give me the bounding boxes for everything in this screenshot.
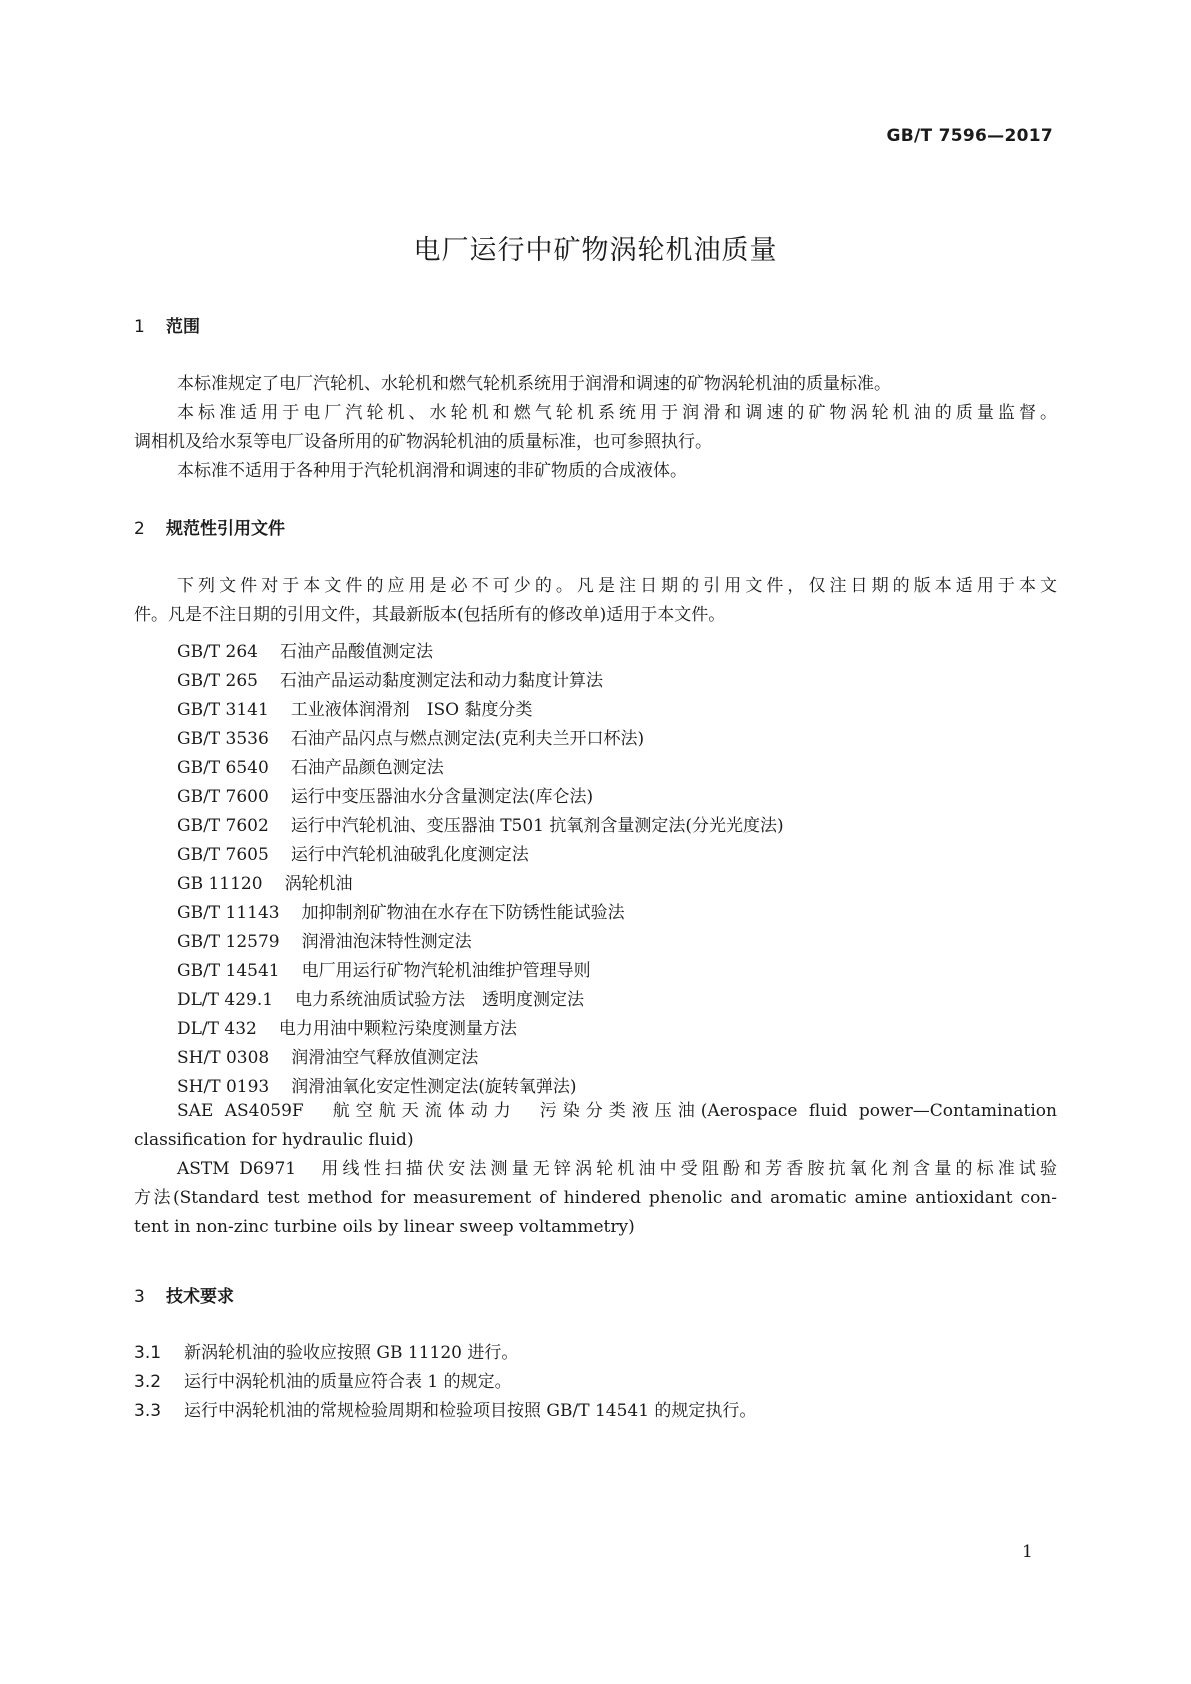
section-heading-scope — [134, 312, 200, 337]
reference-code: GB/T 12579 — [177, 932, 280, 952]
section-title: 范围 — [166, 317, 200, 337]
scope-paragraph-2-line-2: 调相机及给水泵等电厂设备所用的矿物涡轮机油的质量标准，也可参照执行。 — [134, 432, 712, 452]
reference-title: 润滑油空气释放值测定法 — [291, 1048, 479, 1068]
normative-intro-line-1: 下列文件对于本文件的应用是必不可少的。凡是注日期的引用文件，仅注日期的版本适用于本文 — [177, 576, 1057, 596]
clause-3-1 — [134, 1338, 518, 1363]
reference-title: 涡轮机油 — [284, 874, 353, 894]
reference-title: 运行中汽轮机油破乳化度测定法 — [290, 845, 529, 865]
clause-3-2 — [134, 1367, 512, 1392]
reference-item — [177, 898, 625, 923]
reference-title: 电厂用运行矿物汽轮机油维护管理导则 — [301, 961, 591, 981]
reference-code: GB/T 265 — [177, 671, 258, 691]
reference-code: GB 11120 — [177, 874, 263, 894]
reference-item — [177, 782, 593, 807]
reference-code: DL/T 429.1 — [177, 990, 274, 1010]
reference-code: GB/T 264 — [177, 642, 258, 662]
reference-code: GB/T 11143 — [177, 903, 280, 923]
reference-code: DL/T 432 — [177, 1019, 257, 1039]
reference-title: 运行中汽轮机油、变压器油 T501 抗氧剂含量测定法(分光光度法) — [290, 816, 784, 836]
reference-item — [177, 956, 591, 981]
reference-title: 润滑油氧化安定性测定法(旋转氧弹法) — [291, 1077, 577, 1097]
reference-astm-line-3: tent in non-zinc turbine oils by linear sweep voltammetry) — [134, 1217, 635, 1237]
section-heading-technical-requirements — [134, 1282, 234, 1307]
reference-code: GB/T 7602 — [177, 816, 269, 836]
reference-title: 加抑制剂矿物油在水存在下防锈性能试验法 — [301, 903, 625, 923]
document-title: 电厂运行中矿物涡轮机油质量 — [413, 235, 778, 266]
normative-intro-line-2: 件。凡是不注日期的引用文件，其最新版本(包括所有的修改单)适用于本文件。 — [134, 605, 726, 625]
clause-text: 运行中涡轮机油的质量应符合表 1 的规定。 — [184, 1372, 512, 1392]
section-title: 规范性引用文件 — [166, 519, 285, 539]
reference-title: 石油产品酸值测定法 — [280, 642, 433, 662]
reference-item — [177, 1043, 478, 1068]
reference-code: GB/T 14541 — [177, 961, 280, 981]
reference-code: GB/T 7600 — [177, 787, 269, 807]
reference-item — [177, 724, 644, 749]
reference-title: 电力系统油质试验方法 透明度测定法 — [295, 990, 585, 1010]
reference-item — [177, 753, 444, 778]
reference-code: GB/T 7605 — [177, 845, 269, 865]
reference-item — [177, 985, 584, 1010]
clause-number: 3.1 — [134, 1343, 162, 1363]
scope-paragraph-2-line-1: 本标准适用于电厂汽轮机、水轮机和燃气轮机系统用于润滑和调速的矿物涡轮机油的质量监督。 — [177, 403, 1057, 423]
reference-item — [177, 666, 603, 691]
section-title: 技术要求 — [166, 1287, 234, 1307]
clause-text: 运行中涡轮机油的常规检验周期和检验项目按照 GB/T 14541 的规定执行。 — [184, 1401, 757, 1421]
reference-item — [177, 927, 472, 952]
clause-number: 3.3 — [134, 1401, 162, 1421]
reference-title: 工业液体润滑剂 ISO 黏度分类 — [290, 700, 533, 720]
reference-item — [177, 840, 529, 865]
reference-item — [177, 695, 533, 720]
reference-item — [177, 869, 353, 894]
section-number: 2 — [134, 519, 145, 539]
reference-code: GB/T 6540 — [177, 758, 269, 778]
clause-3-3 — [134, 1396, 756, 1421]
page-number: 1 — [1022, 1542, 1033, 1562]
reference-sae-line-1: SAE AS4059F 航空航天流体动力 污染分类液压油(Aerospace fluid power—Contamination — [177, 1101, 1057, 1121]
section-heading-normative-references — [134, 514, 285, 539]
section-number: 3 — [134, 1287, 145, 1307]
reference-code: SH/T 0308 — [177, 1048, 270, 1068]
reference-sae-line-2: classification for hydraulic fluid) — [134, 1130, 414, 1150]
scope-paragraph-3: 本标准不适用于各种用于汽轮机润滑和调速的非矿物质的合成液体。 — [177, 461, 687, 481]
reference-code: GB/T 3536 — [177, 729, 269, 749]
clause-text: 新涡轮机油的验收应按照 GB 11120 进行。 — [184, 1343, 519, 1363]
reference-title: 石油产品颜色测定法 — [290, 758, 444, 778]
reference-item — [177, 1014, 517, 1039]
reference-title: 运行中变压器油水分含量测定法(库仑法) — [290, 787, 594, 807]
reference-item — [177, 811, 784, 836]
reference-title: 润滑油泡沫特性测定法 — [301, 932, 472, 952]
scope-paragraph-1: 本标准规定了电厂汽轮机、水轮机和燃气轮机系统用于润滑和调速的矿物涡轮机油的质量标准。 — [177, 374, 891, 394]
reference-title: 石油产品闪点与燃点测定法(克利夫兰开口杯法) — [290, 729, 645, 749]
reference-astm-line-2: 方法(Standard test method for measurement of hindered phenolic and aromatic amine antioxidant con- — [134, 1188, 1057, 1208]
reference-code: GB/T 3141 — [177, 700, 269, 720]
clause-number: 3.2 — [134, 1372, 162, 1392]
reference-code: SH/T 0193 — [177, 1077, 270, 1097]
reference-item — [177, 1072, 576, 1097]
reference-title: 电力用油中颗粒污染度测量方法 — [278, 1019, 517, 1039]
reference-item — [177, 637, 433, 662]
standard-code: GB/T 7596—2017 — [886, 126, 1053, 146]
reference-title: 石油产品运动黏度测定法和动力黏度计算法 — [280, 671, 603, 691]
section-number: 1 — [134, 317, 145, 337]
reference-astm-line-1: ASTM D6971 用线性扫描伏安法测量无锌涡轮机油中受阻酚和芳香胺抗氧化剂含量的标准试验 — [177, 1159, 1057, 1179]
